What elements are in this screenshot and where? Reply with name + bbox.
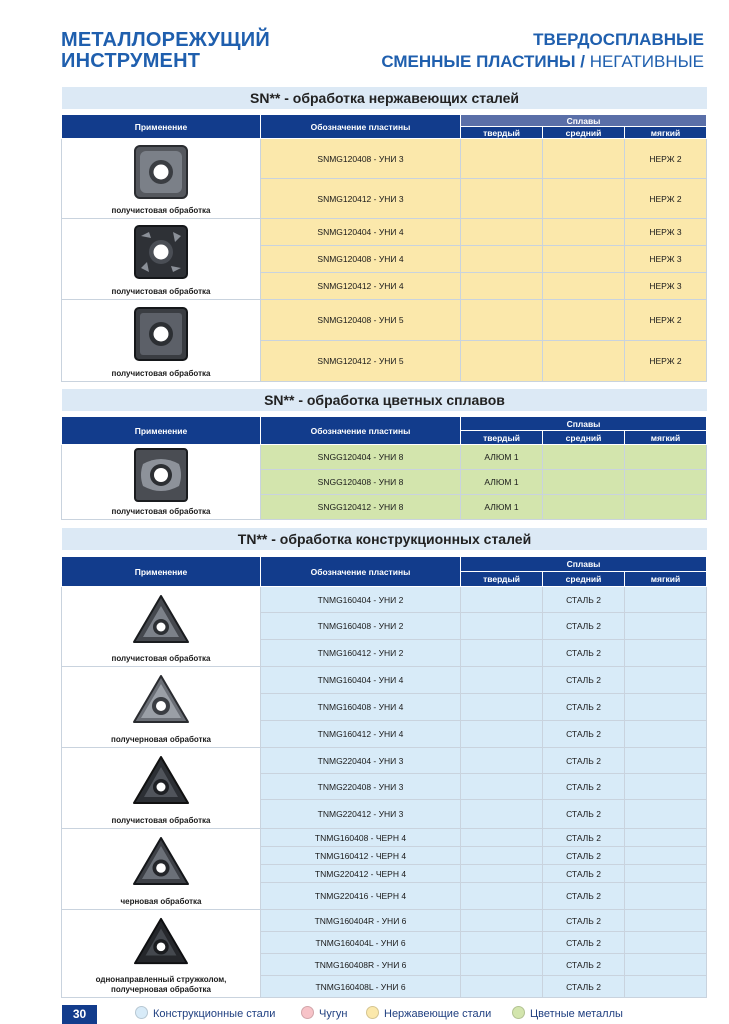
- page-number: 30: [62, 1005, 97, 1024]
- insert-designation: TNMG160412 - УНИ 2: [261, 640, 461, 667]
- alloy-soft: [625, 640, 707, 667]
- alloy-medium: СТАЛЬ 2: [543, 829, 625, 847]
- alloy-medium: [543, 341, 625, 382]
- alloy-soft: [625, 694, 707, 721]
- alloy-soft: НЕРЖ 2: [625, 139, 707, 179]
- triangle-insert-icon: [130, 753, 192, 809]
- triangle-insert-icon: [130, 915, 192, 969]
- col-header-hard: твердый: [461, 127, 543, 139]
- insert-designation: TNMG160408L - УНИ 6: [261, 976, 461, 998]
- insert-designation: TNMG160404 - УНИ 2: [261, 587, 461, 613]
- insert-group-cell: [62, 139, 261, 219]
- alloy-hard: [461, 587, 543, 613]
- insert-designation: SNGG120412 - УНИ 8: [261, 495, 461, 520]
- category-subtype: НЕГАТИВНЫЕ: [589, 52, 704, 71]
- alloy-medium: СТАЛЬ 2: [543, 694, 625, 721]
- insert-designation: TNMG160404L - УНИ 6: [261, 932, 461, 954]
- insert-group-cell: [62, 910, 261, 998]
- insert-group-cell: [62, 748, 261, 829]
- insert-designation: TNMG160412 - УНИ 4: [261, 721, 461, 748]
- insert-designation: TNMG220408 - УНИ 3: [261, 774, 461, 800]
- alloy-soft: [625, 883, 707, 910]
- section-title-nonferrous: SN** - обработка цветных сплавов: [62, 389, 707, 411]
- insert-designation: TNMG220404 - УНИ 3: [261, 748, 461, 774]
- legend-label: Нержавеющие стали: [384, 1008, 492, 1020]
- col-header-alloys: Сплавы: [461, 115, 707, 127]
- insert-designation: SNGG120408 - УНИ 8: [261, 470, 461, 495]
- insert-group-cell: [62, 829, 261, 910]
- category-separator: /: [575, 52, 590, 71]
- legend-item: [366, 1006, 491, 1022]
- alloy-medium: [543, 139, 625, 179]
- alloy-hard: [461, 219, 543, 246]
- triangle-insert-icon: [130, 672, 192, 728]
- alloy-soft: НЕРЖ 3: [625, 219, 707, 246]
- col-header-alloys: Сплавы: [461, 557, 707, 572]
- alloy-hard: [461, 179, 543, 219]
- legend-label: Чугун: [319, 1008, 348, 1020]
- alloy-medium: [543, 495, 625, 520]
- alloy-hard: [461, 300, 543, 341]
- insert-designation: TNMG160412 - ЧЕРН 4: [261, 847, 461, 865]
- insert-designation: TNMG160404 - УНИ 4: [261, 667, 461, 694]
- alloy-soft: [625, 613, 707, 640]
- insert-designation: SNMG120412 - УНИ 3: [261, 179, 461, 219]
- table-structural: [61, 556, 729, 998]
- col-header-application: Применение: [62, 417, 261, 445]
- insert-group-label: получистовая обработка: [111, 206, 211, 215]
- alloy-soft: [625, 721, 707, 748]
- alloy-medium: СТАЛЬ 2: [543, 847, 625, 865]
- alloy-soft: [625, 910, 707, 932]
- alloy-hard: АЛЮМ 1: [461, 445, 543, 470]
- insert-group-cell: [62, 587, 261, 667]
- insert-group-label: черновая обработка: [120, 897, 202, 906]
- legend-item: [135, 1006, 275, 1022]
- insert-designation: TNMG160408R - УНИ 6: [261, 954, 461, 976]
- alloy-hard: [461, 341, 543, 382]
- category-line1: ТВЕРДОСПЛАВНЫЕ: [533, 30, 704, 49]
- table-stainless: [61, 114, 729, 382]
- triangle-insert-icon: [130, 592, 192, 648]
- alloy-medium: [543, 179, 625, 219]
- alloy-soft: НЕРЖ 3: [625, 246, 707, 273]
- alloy-medium: СТАЛЬ 2: [543, 748, 625, 774]
- alloy-hard: [461, 954, 543, 976]
- insert-group-label: получистовая обработка: [111, 369, 211, 378]
- table-nonferrous: [61, 416, 729, 520]
- insert-group-label: получерновая обработка: [111, 735, 211, 744]
- insert-group-label: однонаправленный стружколом, получерновая обработка: [95, 975, 227, 994]
- alloy-soft: [625, 587, 707, 613]
- alloy-soft: [625, 932, 707, 954]
- alloy-soft: [625, 829, 707, 847]
- alloy-hard: [461, 865, 543, 883]
- alloy-soft: [625, 976, 707, 998]
- alloy-hard: [461, 139, 543, 179]
- square-insert-icon: [131, 446, 191, 504]
- alloy-soft: [625, 470, 707, 495]
- brand-title: [61, 30, 270, 72]
- alloy-hard: [461, 932, 543, 954]
- insert-designation: SNMG120412 - УНИ 4: [261, 273, 461, 300]
- alloy-medium: [543, 246, 625, 273]
- alloy-soft: [625, 800, 707, 829]
- legend-swatch: [512, 1006, 525, 1019]
- alloy-medium: СТАЛЬ 2: [543, 774, 625, 800]
- insert-group-label: получистовая обработка: [111, 287, 211, 296]
- alloy-hard: [461, 613, 543, 640]
- alloy-medium: СТАЛЬ 2: [543, 865, 625, 883]
- alloy-medium: СТАЛЬ 2: [543, 883, 625, 910]
- alloy-medium: СТАЛЬ 2: [543, 954, 625, 976]
- alloy-hard: АЛЮМ 1: [461, 495, 543, 520]
- insert-designation: TNMG220412 - УНИ 3: [261, 800, 461, 829]
- alloy-hard: [461, 721, 543, 748]
- col-header-designation: Обозначение пластины: [261, 557, 461, 587]
- insert-group-cell: [62, 445, 261, 520]
- alloy-medium: СТАЛЬ 2: [543, 932, 625, 954]
- alloy-hard: [461, 273, 543, 300]
- alloy-hard: [461, 847, 543, 865]
- alloy-soft: [625, 847, 707, 865]
- insert-designation: TNMG160408 - УНИ 4: [261, 694, 461, 721]
- alloy-medium: СТАЛЬ 2: [543, 910, 625, 932]
- col-header-application: Применение: [62, 557, 261, 587]
- legend-swatch: [135, 1006, 148, 1019]
- alloy-soft: [625, 774, 707, 800]
- alloy-hard: [461, 640, 543, 667]
- alloy-soft: НЕРЖ 3: [625, 273, 707, 300]
- legend-label: Цветные металлы: [530, 1008, 623, 1020]
- col-header-application: Применение: [62, 115, 261, 139]
- alloy-soft: [625, 954, 707, 976]
- legend-item: [301, 1006, 347, 1022]
- alloy-soft: НЕРЖ 2: [625, 300, 707, 341]
- alloy-medium: СТАЛЬ 2: [543, 800, 625, 829]
- col-header-hard: твердый: [461, 431, 543, 445]
- insert-designation: SNMG120408 - УНИ 4: [261, 246, 461, 273]
- col-header-soft: мягкий: [625, 431, 707, 445]
- footer: [0, 1003, 729, 1024]
- alloy-soft: [625, 667, 707, 694]
- legend-swatch: [301, 1006, 314, 1019]
- legend-label: Конструкционные стали: [153, 1008, 276, 1020]
- square-insert-icon: [131, 142, 191, 202]
- brand-title-line1: МЕТАЛЛОРЕЖУЩИЙ: [61, 29, 270, 51]
- alloy-hard: [461, 694, 543, 721]
- alloy-hard: [461, 883, 543, 910]
- legend-item: [512, 1006, 623, 1022]
- brand-title-line2: ИНСТРУМЕНТ: [61, 50, 201, 72]
- col-header-hard: твердый: [461, 572, 543, 587]
- alloy-hard: [461, 774, 543, 800]
- category-line2: СМЕННЫЕ ПЛАСТИНЫ: [381, 52, 576, 71]
- col-header-medium: средний: [543, 572, 625, 587]
- insert-designation: SNGG120404 - УНИ 8: [261, 445, 461, 470]
- insert-group-label: получистовая обработка: [111, 507, 211, 516]
- insert-designation: TNMG160408 - УНИ 2: [261, 613, 461, 640]
- alloy-medium: СТАЛЬ 2: [543, 667, 625, 694]
- alloy-hard: [461, 246, 543, 273]
- alloy-soft: [625, 495, 707, 520]
- alloy-hard: [461, 800, 543, 829]
- alloy-hard: [461, 667, 543, 694]
- col-header-designation: Обозначение пластины: [261, 115, 461, 139]
- alloy-hard: [461, 976, 543, 998]
- alloy-hard: [461, 910, 543, 932]
- insert-designation: TNMG220416 - ЧЕРН 4: [261, 883, 461, 910]
- alloy-soft: [625, 865, 707, 883]
- section-title-structural: TN** - обработка конструкционных сталей: [62, 528, 707, 550]
- insert-group-cell: [62, 219, 261, 300]
- page-category: [381, 29, 704, 73]
- insert-designation: SNMG120412 - УНИ 5: [261, 341, 461, 382]
- col-header-designation: Обозначение пластины: [261, 417, 461, 445]
- square-insert-icon: [131, 222, 191, 282]
- alloy-soft: НЕРЖ 2: [625, 179, 707, 219]
- alloy-medium: СТАЛЬ 2: [543, 613, 625, 640]
- alloy-hard: [461, 748, 543, 774]
- alloy-medium: СТАЛЬ 2: [543, 721, 625, 748]
- alloy-soft: [625, 748, 707, 774]
- col-header-soft: мягкий: [625, 127, 707, 139]
- alloy-hard: АЛЮМ 1: [461, 470, 543, 495]
- col-header-alloys: Сплавы: [461, 417, 707, 431]
- insert-designation: SNMG120408 - УНИ 5: [261, 300, 461, 341]
- section-title-stainless: SN** - обработка нержавеющих сталей: [62, 87, 707, 109]
- col-header-medium: средний: [543, 431, 625, 445]
- insert-designation: TNMG160404R - УНИ 6: [261, 910, 461, 932]
- alloy-soft: НЕРЖ 2: [625, 341, 707, 382]
- insert-designation: TNMG220412 - ЧЕРН 4: [261, 865, 461, 883]
- alloy-medium: СТАЛЬ 2: [543, 587, 625, 613]
- alloy-hard: [461, 829, 543, 847]
- insert-group-label: получистовая обработка: [111, 654, 211, 663]
- col-header-soft: мягкий: [625, 572, 707, 587]
- insert-group-cell: [62, 300, 261, 382]
- alloy-medium: СТАЛЬ 2: [543, 640, 625, 667]
- insert-group-cell: [62, 667, 261, 748]
- alloy-soft: [625, 445, 707, 470]
- alloy-medium: [543, 470, 625, 495]
- insert-designation: SNMG120404 - УНИ 4: [261, 219, 461, 246]
- insert-designation: TNMG160408 - ЧЕРН 4: [261, 829, 461, 847]
- alloy-medium: [543, 300, 625, 341]
- insert-group-label: получистовая обработка: [111, 816, 211, 825]
- col-header-medium: средний: [543, 127, 625, 139]
- alloy-medium: [543, 273, 625, 300]
- alloy-medium: [543, 445, 625, 470]
- insert-designation: SNMG120408 - УНИ 3: [261, 139, 461, 179]
- alloy-medium: СТАЛЬ 2: [543, 976, 625, 998]
- square-insert-icon: [131, 304, 191, 364]
- alloy-medium: [543, 219, 625, 246]
- triangle-insert-icon: [130, 834, 192, 890]
- legend-swatch: [366, 1006, 379, 1019]
